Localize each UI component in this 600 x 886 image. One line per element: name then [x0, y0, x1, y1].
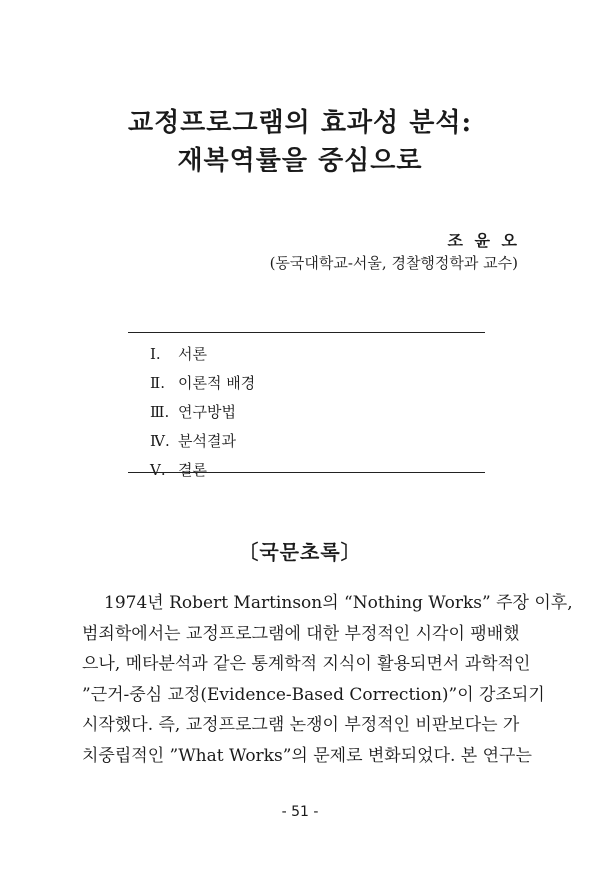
- toc-bottom-rule: [128, 472, 485, 473]
- abstract-body: [82, 588, 573, 771]
- abstract-line: 시작했다. 즉, 교정프로그램 논쟁이 부정적인 비판보다는 가: [82, 715, 520, 735]
- author-name: 조 윤 오: [447, 231, 520, 250]
- toc-top-rule: [128, 332, 485, 333]
- abstract-line: ”근거-중심 교정(Evidence-Based Correction)”이 강조되기: [82, 684, 545, 705]
- paper-title-line-2: 재복역률을 중심으로: [177, 146, 423, 176]
- abstract-line: 범죄학에서는 교정프로그램에 대한 부정적인 시각이 팽배했: [82, 623, 520, 644]
- toc-item-5: Ⅴ. 결론: [150, 461, 207, 479]
- abstract-line: 치중립적인 ”What Works”의 문제로 변화되었다. 본 연구는: [82, 745, 532, 766]
- abstract-line: 1974년 Robert Martinson의 “Nothing Works” 주장 이후,: [104, 593, 573, 613]
- toc-item-2: Ⅱ. 이론적 배경: [150, 374, 256, 392]
- page-number: - 51 -: [281, 804, 319, 820]
- abstract-line: 으나, 메타분석과 같은 통계학적 지식이 활용되면서 과학적인: [82, 654, 531, 674]
- toc-item-3: Ⅲ. 연구방법: [150, 403, 236, 421]
- toc-item-4: Ⅳ. 분석결과: [150, 432, 236, 450]
- toc-item-1: Ⅰ. 서론: [150, 345, 207, 363]
- author-affiliation: (동국대학교-서울, 경찰행정학과 교수): [269, 254, 518, 272]
- table-of-contents: [150, 340, 255, 485]
- paper-title-line-1: 교정프로그램의 효과성 분석:: [127, 108, 473, 138]
- abstract-heading: 〔국문초록〕: [238, 540, 362, 564]
